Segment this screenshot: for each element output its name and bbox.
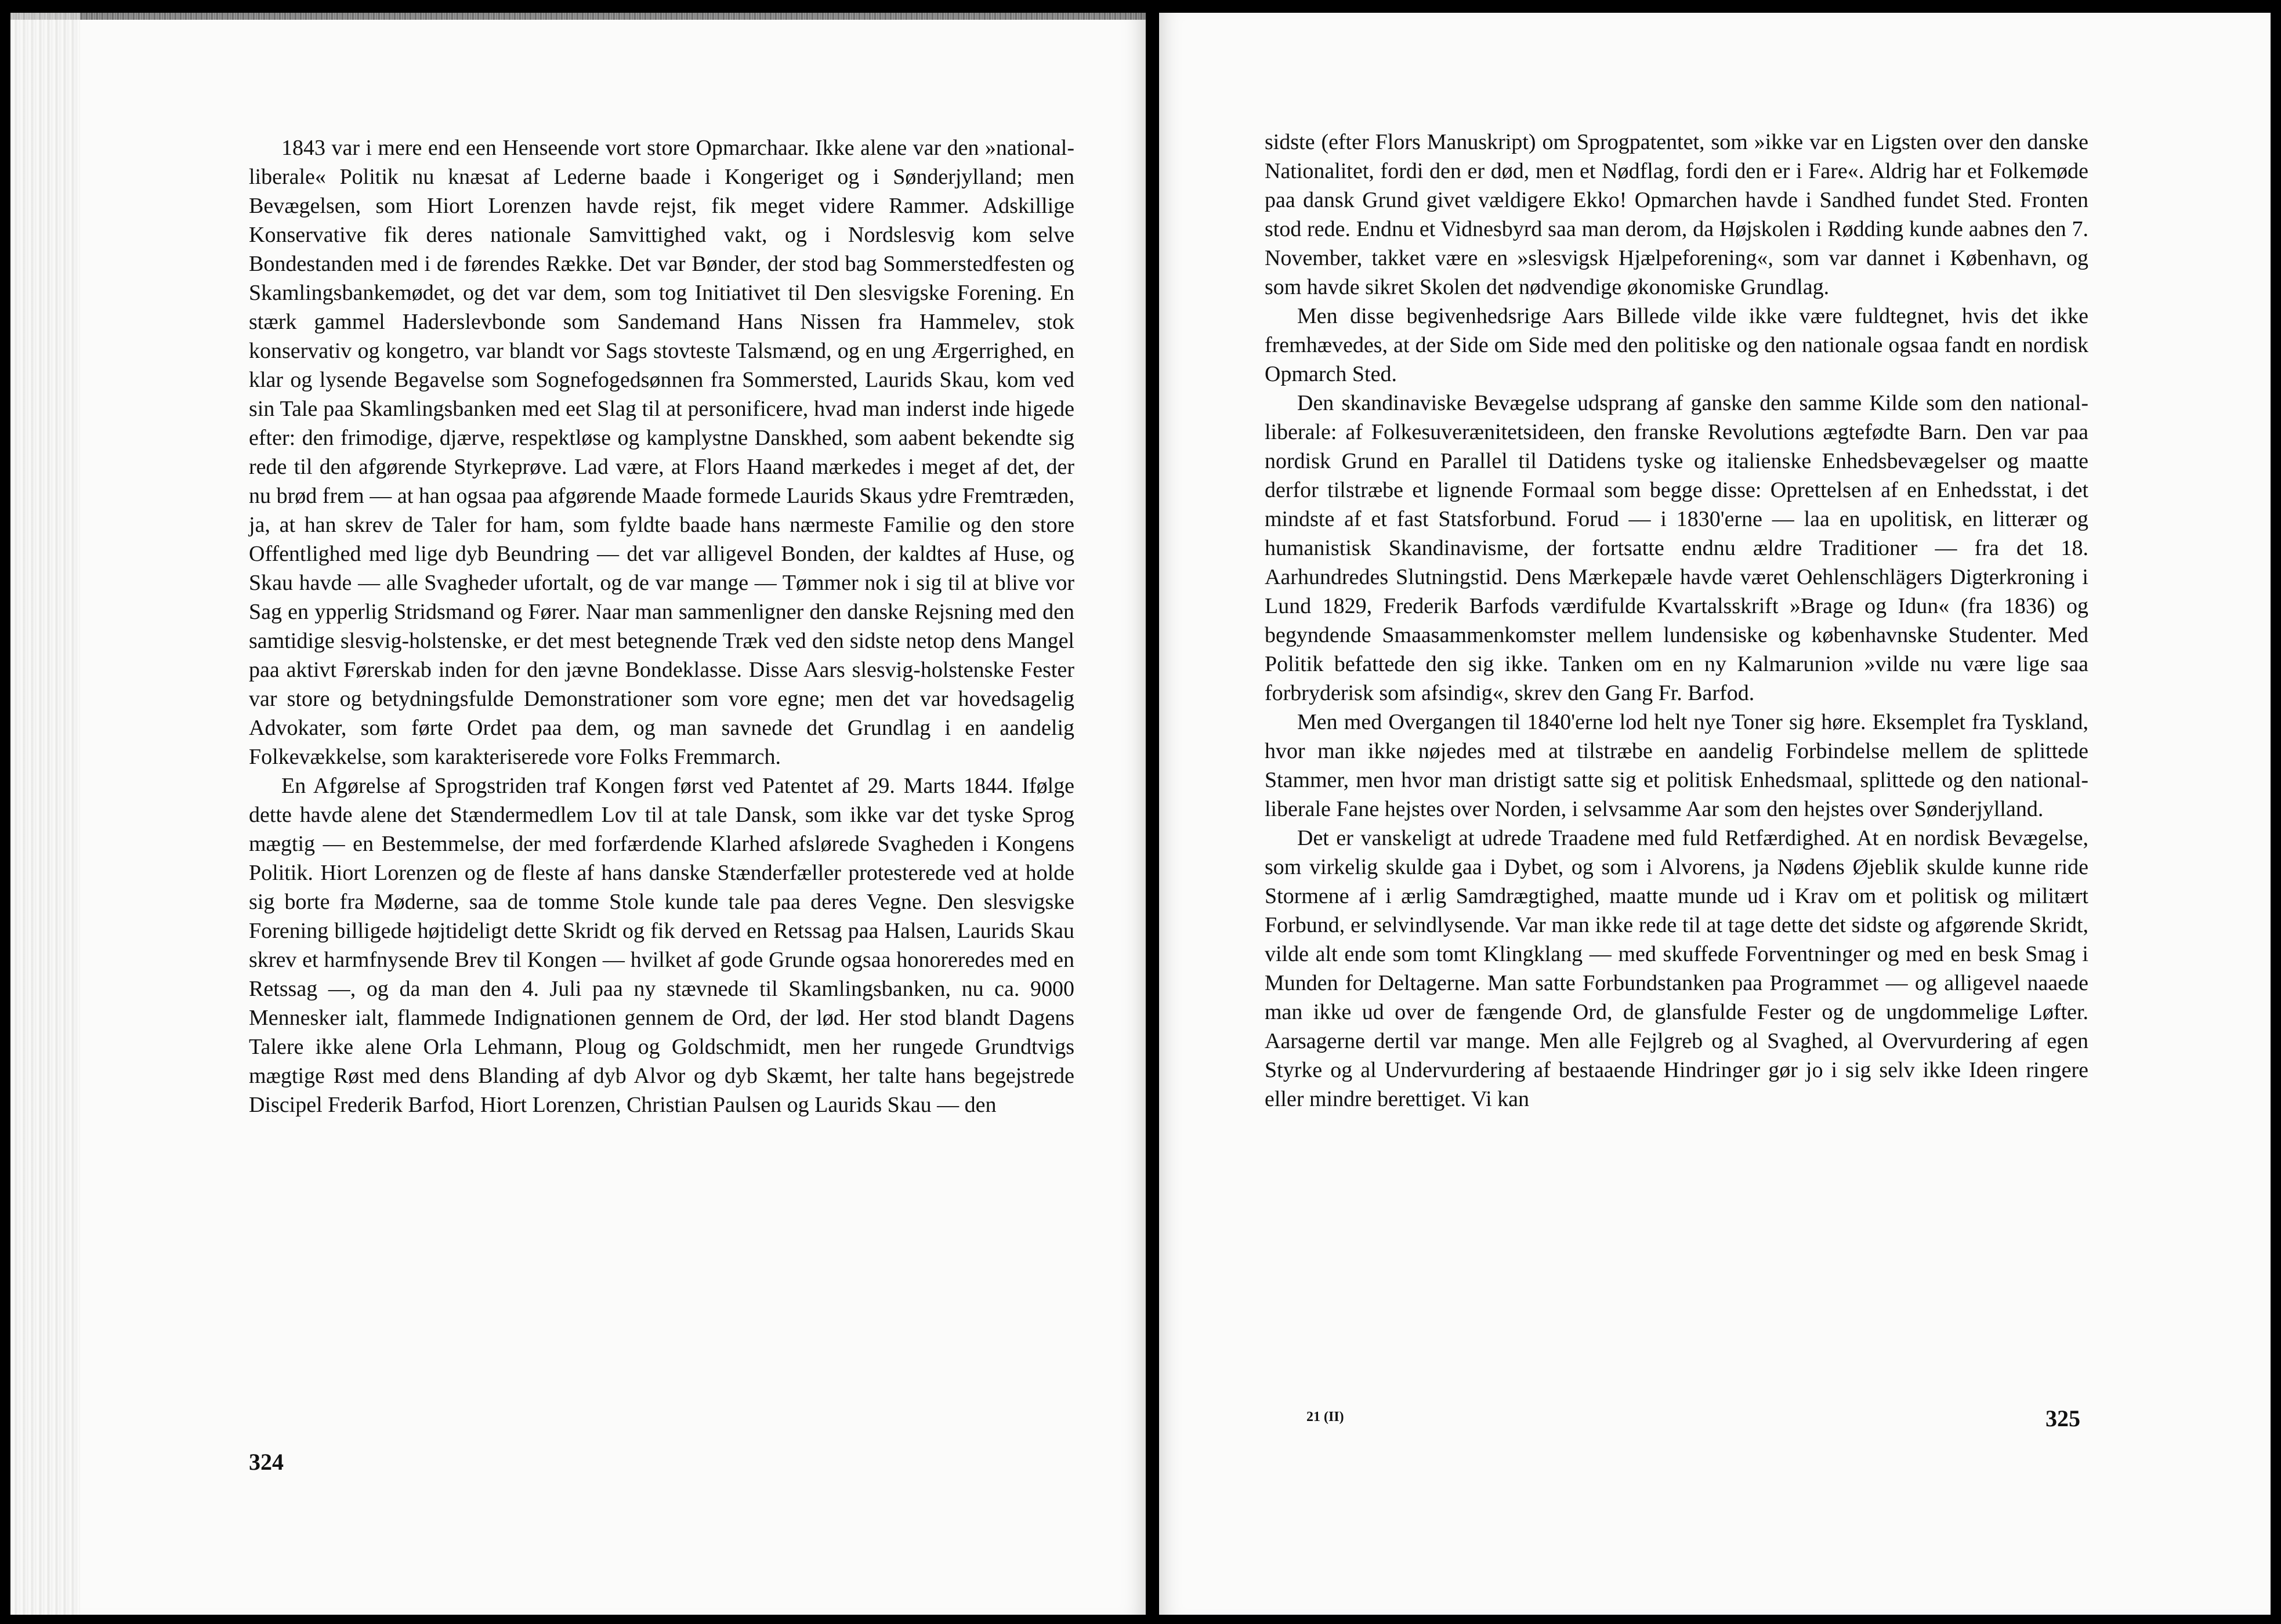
signature-mark: 21 (II) bbox=[1306, 1409, 1344, 1424]
right-page-text bbox=[1265, 128, 2088, 1114]
paragraph: Men med Overgangen til 1840'erne lod helt nye Toner sig høre. Eksemplet fra Tyskland, hvor man ikke nøjedes med at tilstræbe en aandelig Forbindelse mellem de splittede Stammer, men hvor man dristigt satte sig et politisk Enhedsmaal, splittede og den national-liberale Fane hejstes over Norden, i selvsamme Aar som den hejstes over Sønderjylland. bbox=[1265, 710, 2088, 821]
paragraph: En Afgørelse af Sprogstriden traf Kongen først ved Patentet af 29. Marts 1844. Ifølge dette havde alene det Stændermedlem Lov til at tale Dansk, som ikke var det tyske Sprog mægtig — en Bestemmelse, der med forfærdende Klarhed afslørede Svagheden i Kongens Politik. Hiort Lorenzen og de fleste af hans danske Stænderfæller protesterede ved at holde sig borte fra Møderne, saa de tomme Stole kunde tale paa deres Vegne. Den slesvigske Forening billigede højtideligt dette Skridt og fik derved en Retssag paa Halsen, Laurids Skau skrev et harmfnysende Brev til Kongen — hvilket af gode Grunde ogsaa honoreredes med en Retssag —, og da man den 4. Juli paa ny stævnede til Skamlingsbanken, nu ca. 9000 Mennesker ialt, flammede Indignationen gennem de Ord, der lød. Her stod blandt Dagens Talere ikke alene Orla Lehmann, Ploug og Goldschmidt, men her rungede Grundtvigs mægtige Røst med dens Blanding af dyb Alvor og dyb Skæmt, her talte hans begejstrede Discipel Frederik Barfod, Hiort Lorenzen, Christian Paulsen og Laurids Skau — den bbox=[249, 774, 1074, 1117]
paragraph: Men disse begivenhedsrige Aars Billede vilde ikke være fuldtegnet, hvis det ikke fremhævedes, at der Side om Side med den politiske og den nationale ogsaa fandt en nordisk Opmarch Sted. bbox=[1265, 304, 2088, 386]
right-page bbox=[1159, 13, 2271, 1615]
paragraph: 1843 var i mere end een Henseende vort store Opmarchaar. Ikke alene var den »national-liberale« Politik nu knæsat af Lederne baade i Kongeriget og i Sønderjylland; men Bevægelsen, som Hiort Lorenzen havde rejst, fik meget videre Rammer. Adskillige Konservative fik deres nationale Samvittighed vakt, og i Nordslesvig kom selve Bondestanden med i de førendes Række. Det var Bønder, der stod bag Sommerstedfesten og Skamlingsbankemødet, og det var dem, som tog Initiativet til Den slesvigske Forening. En stærk gammel Haderslevbonde som Sandemand Hans Nissen fra Hammelev, stok konservativ og kongetro, var blandt vor Sags stovteste Talsmænd, og en ung Ærgerrighed, en klar og lysende Begavelse som Sognefogedsønnen fra Sommersted, Laurids Skau, kom ved sin Tale paa Skamlingsbanken med eet Slag til at personificere, hvad man inderst inde higede efter: den frimodige, djærve, respektløse og kamplystne Danskhed, som aabent bekendte sig rede til den afgørende Styrkeprøve. Lad være, at Flors Haand mærkedes i meget af det, der nu brød frem — at han ogsaa paa afgørende Maade formede Laurids Skaus ydre Fremtræden, ja, at han skrev de Taler for ham, som fyldte baade hans nærmeste Familie og den store Offentlighed med lige dyb Beundring — det var alligevel Bonden, der kaldtes af Huse, og Skau havde — alle Svagheder ufortalt, og de var mange — Tømmer nok i sig til at blive vor Sag en ypperlig Stridsmand og Fører. Naar man sammenligner den danske Rejsning med den samtidige slesvig-holstenske, er det mest betegnende Træk ved den sidste netop dens Mangel paa aktivt Førerskab inden for den jævne Bondeklasse. Disse Aars slesvig-holstenske Fester var store og betydningsfulde Demonstrationer som vore egne; men det var hovedsagelig Advokater, som førte Ordet paa dem, og man savnede det Grundlag i en aandelig Folkevækkelse, som karakteriserede vore Folks Fremmarch. bbox=[249, 136, 1074, 769]
page-stack-edges bbox=[10, 13, 80, 1615]
page-number: 325 bbox=[2045, 1405, 2080, 1431]
page-top-edge bbox=[10, 13, 1146, 20]
left-page-text bbox=[249, 133, 1074, 1119]
page-number: 324 bbox=[249, 1449, 284, 1475]
paragraph: Det er vanskeligt at udrede Traadene med fuld Retfærdighed. At en nordisk Bevægelse, som virkelig skulde gaa i Dybet, og som i Alvorens, ja Nødens Øjeblik skulde kunne ride Stormene af i ærlig Samdrægtighed, maatte munde ud i Krav om et politisk og militært Forbund, er selvindlysende. Var man ikke rede til at tage dette det sidste og afgørende Skridt, vilde alt ende som tomt Klingklang — med skuffede Forventninger og med en besk Smag i Munden for Deltagerne. Man satte Forbundstanken paa Programmet — og alligevel naaede man ikke ud over de fængende Ord, de glansfulde Fester og de ungdommelige Løfter. Aarsagerne dertil var mange. Men alle Fejlgreb og al Svaghed, al Overvurdering af egen Styrke og al Undervurdering af bestaaende Hindringer gør jo i sig selv ikke Ideen ringere eller mindre berettiget. Vi kan bbox=[1265, 826, 2088, 1111]
paragraph: sidste (efter Flors Manuskript) om Sprogpatentet, som »ikke var en Ligsten over den danske Nationalitet, fordi den er død, men et Nødflag, fordi den er i Fare«. Aldrig har et Folkemøde paa dansk Grund givet vældigere Ekko! Opmarchen havde i Sandhed fundet Sted. Fronten stod rede. Endnu et Vidnesbyrd saa man derom, da Højskolen i Rødding kunde aabnes den 7. November, takket være en »slesvigsk Hjælpeforening«, som var dannet i København, og som havde sikret Skolen det nødvendige økonomiske Grundlag. bbox=[1265, 130, 2088, 299]
paragraph: Den skandinaviske Bevægelse udsprang af ganske den samme Kilde som den national-liberale: af Folkesuverænitetsideen, den franske Revolutions ægtefødte Barn. Den var paa nordisk Grund en Parallel til Datidens tyske og italienske Enhedsbevægelser og maatte derfor tilstræbe et lignende Formaal som begge disse: Oprettelsen af en Enhedsstat, i det mindste af et fast Statsforbund. Forud — i 1830'erne — laa en upolitisk, en litterær og humanistisk Skandinavisme, der fortsatte endnu ældre Traditioner — fra det 18. Aarhundredes Slutningstid. Dens Mærkepæle havde været Oehlenschlägers Digterkroning i Lund 1829, Frederik Barfods værdifulde Kvartalsskrift »Brage og Idun« (fra 1836) og begyndende Smaasammenkomster mellem lundensiske og københavnske Studenter. Med Politik befattede den sig ikke. Tanken om en ny Kalmarunion »vilde nu være lige saa forbryderisk som afsindig«, skrev den Gang Fr. Barfod. bbox=[1265, 391, 2088, 705]
left-page bbox=[10, 13, 1146, 1615]
